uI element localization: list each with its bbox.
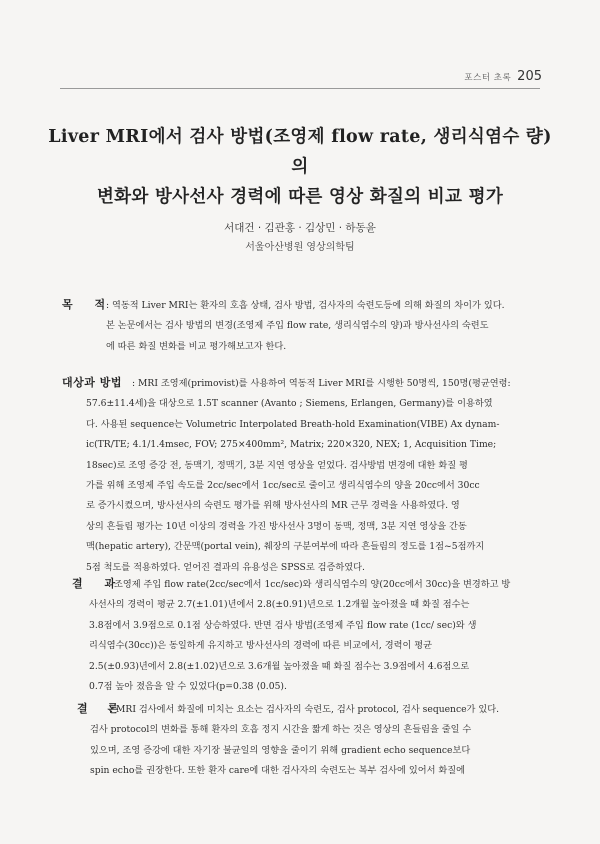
section-body-conclusion: [62, 700, 528, 782]
body-line: 5점 척도를 적용하였다. 얻어진 결과의 유용성은 SPSS로 검증하였다.: [86, 561, 365, 573]
body-line: : 조영제 주입 flow rate(2cc/sec에서 1cc/sec)와 생리식염수의 양(20cc에서 30cc)을 변경하고 방: [108, 579, 511, 590]
body-line: 검사 protocol의 변화를 통해 환자의 호흡 정지 시간을 짧게 하는 것은 영상의 흔들림을 줄일 수: [90, 724, 472, 736]
body-line: 18sec)로 조영 증강 전, 동맥기, 정맥기, 3분 지연 영상을 얻었다. 검사방법 변경에 대한 화질 평: [86, 459, 468, 471]
paper-title: [40, 122, 560, 212]
body-line: 3.8점에서 3.9점으로 0.1점 상승하였다. 반면 검사 방법(조영제 주입 flow rate (1cc/ sec)와 생: [89, 619, 477, 631]
section-body-results: [62, 575, 528, 697]
section-label-methods: 대상과 방법: [62, 376, 122, 389]
body-line: 에 따른 화질 변화를 비교 평가해보고자 한다.: [106, 340, 287, 352]
section-label-purpose: 목 적: [62, 298, 115, 311]
section-body-purpose: [106, 296, 528, 357]
body-line: spin echo를 권장한다. 또한 환자 care에 대한 검사자의 숙련도는 복부 검사에 있어서 화질에: [90, 765, 466, 777]
section-tag: 포스터 초록: [464, 73, 512, 83]
section-conclusion: [62, 700, 528, 782]
body-line: 맥(hepatic artery), 간문맥(portal vein), 췌장의 구분여부에 따라 흔들림의 정도를 1점~5점까지: [86, 541, 485, 553]
body-line: ic(TR/TE; 4.1/1.4msec, FOV; 275×400mm², Matrix; 220×320, NEX; 1, Acquisition Time;: [86, 439, 497, 451]
title-line-1: Liver MRI에서 검사 방법(조영제 flow rate, 생리식염수 량)의: [48, 127, 552, 177]
body-line: 0.7점 높아 졌음을 알 수 있었다(p=0.38 ⟨0.05).: [89, 681, 287, 693]
body-line: : 역동적 Liver MRI는 환자의 호흡 상태, 검사 방법, 검사자의 숙련도등에 의해 화질의 차이가 있다.: [106, 300, 505, 311]
body-line: 상의 흔들림 평가는 10년 이상의 경력을 가진 방사선사 3명이 동맥, 정맥, 3분 지연 영상을 간동: [86, 520, 467, 532]
body-line: 사선사의 경력이 평균 2.7(±1.01)년에서 2.8(±0.91)년으로 1.2개월 높아졌을 때 화질 점수는: [89, 599, 470, 611]
body-line: 57.6±11.4세)을 대상으로 1.5T scanner (Avanto ; Siemens, Erlangen, Germany)를 이용하였: [86, 398, 493, 410]
section-label-conclusion: 결 론: [77, 702, 127, 715]
section-results: [62, 575, 528, 697]
section-label-results: 결 과: [72, 577, 125, 590]
page-number: 205: [517, 69, 542, 84]
section-body-methods: [62, 374, 528, 578]
body-line: 2.5(±0.93)년에서 2.8(±1.02)년으로 3.6개월 높아졌을 때 화질 점수는 3.9점에서 4.6점으로: [89, 660, 470, 672]
body-line: 본 논문에서는 검사 방법의 변경(조영제 주입 flow rate, 생리식염수의 양)과 방사선사의 숙련도: [106, 320, 489, 332]
title-line-2: 변화와 방사선사 경력에 따른 영상 화질의 비교 평가: [96, 187, 504, 207]
header-rule: [60, 88, 540, 89]
body-line: 로 증가시켰으며, 방사선사의 숙련도 평가를 위해 방사선사의 MR 근무 경력을 사용하였다. 영: [86, 500, 460, 512]
body-line: 있으며, 조영 증강에 대한 자기장 불균일의 영향을 줄이기 위해 gradient echo sequence보다: [90, 744, 471, 756]
body-line: 가를 위해 조영제 주입 속도를 2cc/sec에서 1cc/sec로 줄이고 생리식염수의 양을 20cc에서 30cc: [86, 480, 480, 492]
authors: 서대건 · 김관홍 · 김상민 · 하동윤: [224, 222, 376, 234]
affiliation: 서울아산병원 영상의학팀: [245, 242, 355, 253]
body-line: : MRI 조영제(primovist)를 사용하여 역동적 Liver MRI를 시행한 50명씩, 150명(평균연령:: [132, 378, 511, 389]
body-line: : MRI 검사에서 화질에 미치는 요소는 검사자의 숙련도, 검사 protocol, 검사 sequence가 있다.: [110, 704, 500, 715]
section-methods: [62, 374, 528, 578]
body-line: 다. 사용된 sequence는 Volumetric Interpolated Breath-hold Examination(VIBE) Ax dynam-: [86, 418, 500, 430]
page-header: [464, 69, 542, 84]
section-purpose: [62, 296, 528, 357]
body-line: 리식염수(30cc))은 동일하게 유지하고 방사선사의 경력에 따른 비교에서, 경력이 평균: [89, 640, 433, 652]
